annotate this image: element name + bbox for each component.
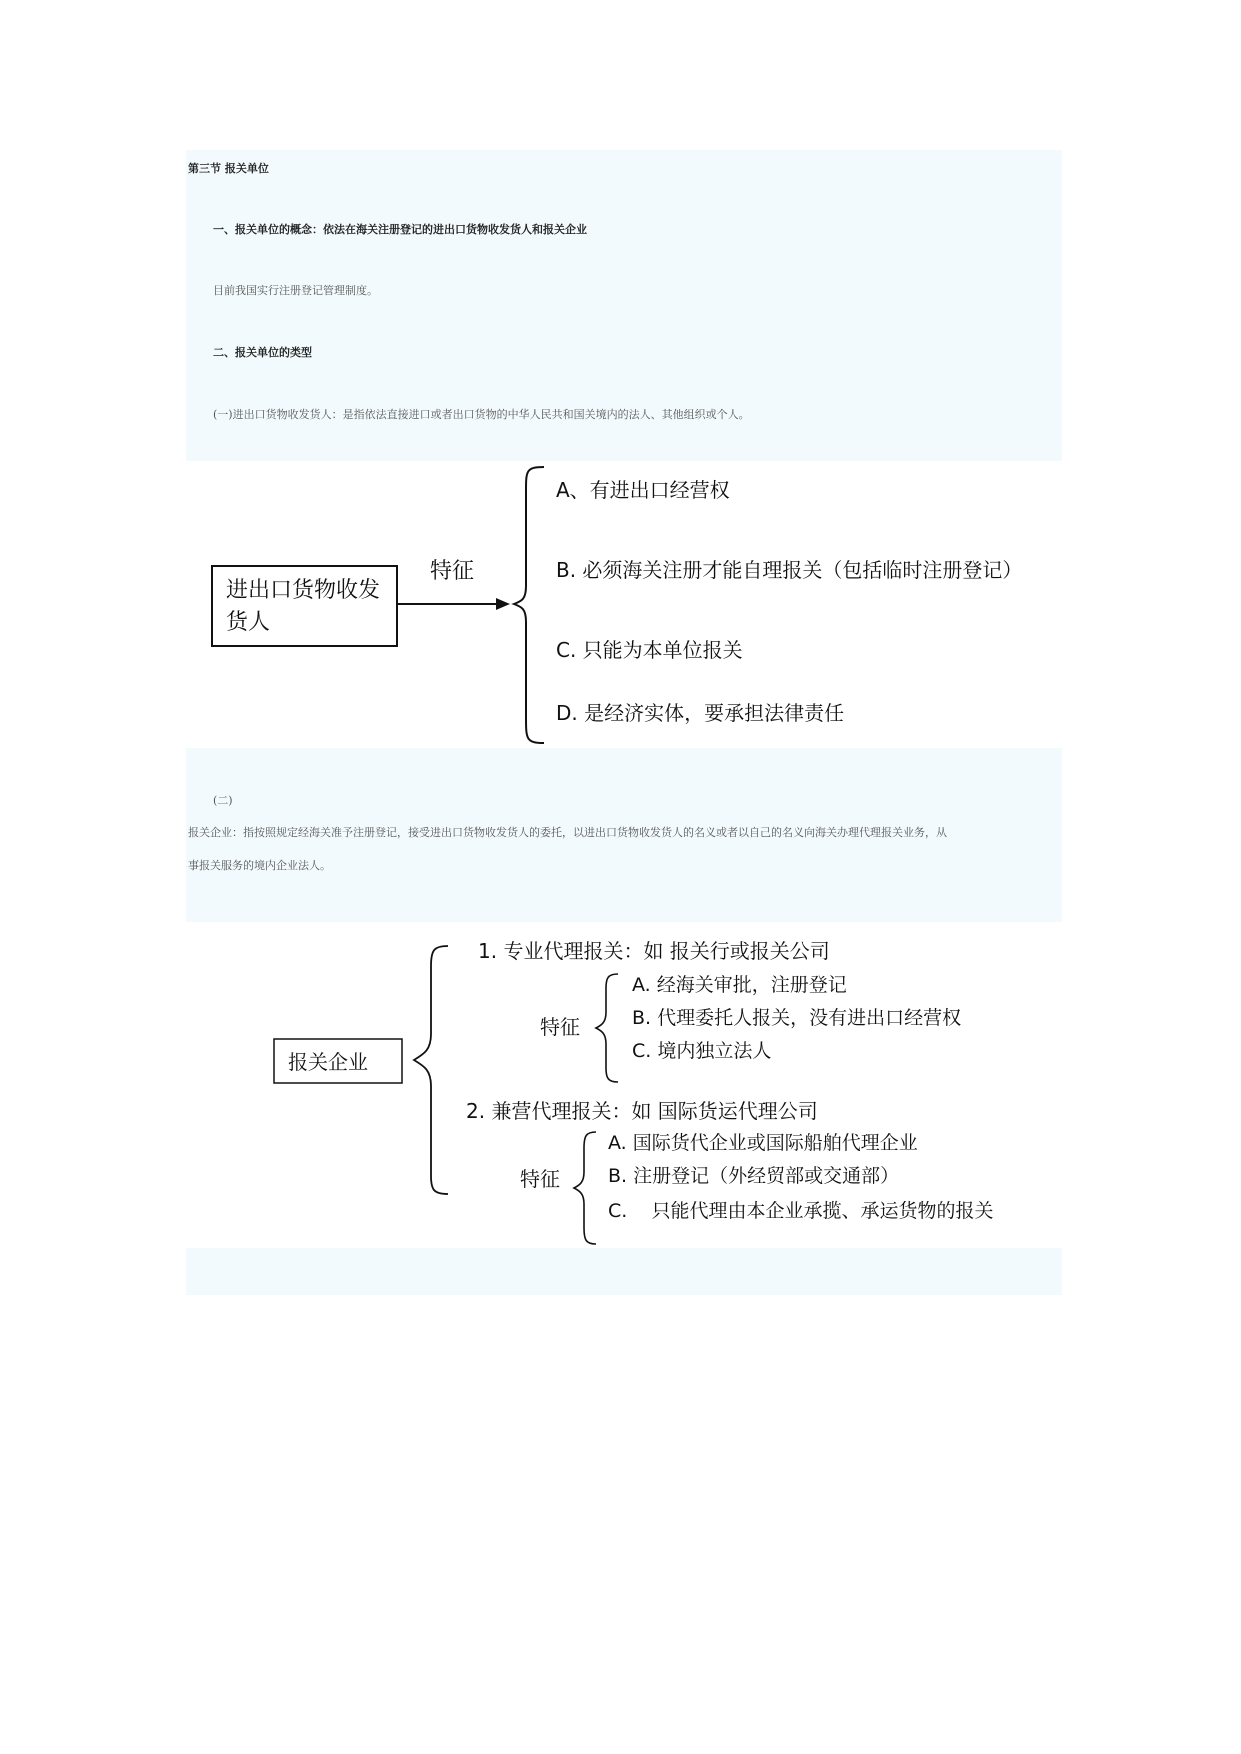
branch1-label: 特征	[540, 1015, 580, 1039]
branch1-item-c: C. 境内独立法人	[632, 1040, 772, 1062]
type2-description-line2: 事报关服务的境内企业法人。	[188, 859, 331, 872]
section-title: 第三节 报关单位	[188, 162, 269, 175]
type2-marker: (二)	[213, 794, 233, 807]
branch1-brace-icon	[596, 974, 618, 1082]
diagram-broker-types	[186, 922, 1062, 1248]
arrow-head	[496, 598, 510, 610]
consignor-box-line1: 进出口货物收发	[226, 578, 381, 603]
concept-heading: 一、报关单位的概念：依法在海关注册登记的进出口货物收发货人和报关企业	[213, 223, 587, 236]
main-brace-icon	[414, 946, 448, 1194]
feature-b: B. 必须海关注册才能自理报关（包括临时注册登记）	[556, 558, 1023, 582]
text-panel-bottom	[186, 1248, 1062, 1295]
types-heading: 二、报关单位的类型	[213, 346, 312, 359]
branch1-item-b: B. 代理委托人报关，没有进出口经营权	[632, 1007, 962, 1029]
broker-box-label: 报关企业	[288, 1050, 368, 1074]
arrow-label: 特征	[430, 559, 475, 584]
brace-icon	[514, 467, 544, 743]
branch2-brace-icon	[574, 1132, 596, 1244]
branch2-label: 特征	[520, 1167, 560, 1191]
feature-a: A、有进出口经营权	[556, 478, 730, 502]
type1-description: (一)进出口货物收发货人：是指依法直接进口或者出口货物的中华人民共和国关境内的法人、其他组织或个人。	[213, 408, 750, 421]
feature-c: C. 只能为本单位报关	[556, 638, 743, 662]
branch1-item-a: A. 经海关审批，注册登记	[632, 974, 847, 996]
diagram-consignor-features	[186, 461, 1062, 748]
feature-d: D. 是经济实体，要承担法律责任	[556, 701, 845, 725]
consignor-box-line2: 货人	[226, 610, 271, 635]
branch2-item-a: A. 国际货代企业或国际船舶代理企业	[608, 1132, 918, 1154]
branch2-item-c: C. 只能代理由本企业承揽、承运货物的报关	[608, 1200, 994, 1222]
branch2-item-b: B. 注册登记（外经贸部或交通部）	[608, 1165, 900, 1187]
branch1-title: 1. 专业代理报关：如 报关行或报关公司	[478, 939, 830, 963]
type2-description-line1: 报关企业：指按照规定经海关准予注册登记，接受进出口货物收发货人的委托，以进出口货物收发货人的名义或者以自己的名义向海关办理代理报关业务，从	[188, 826, 947, 839]
system-note: 目前我国实行注册登记管理制度。	[213, 284, 378, 297]
branch2-title: 2. 兼营代理报关：如 国际货运代理公司	[466, 1099, 818, 1123]
